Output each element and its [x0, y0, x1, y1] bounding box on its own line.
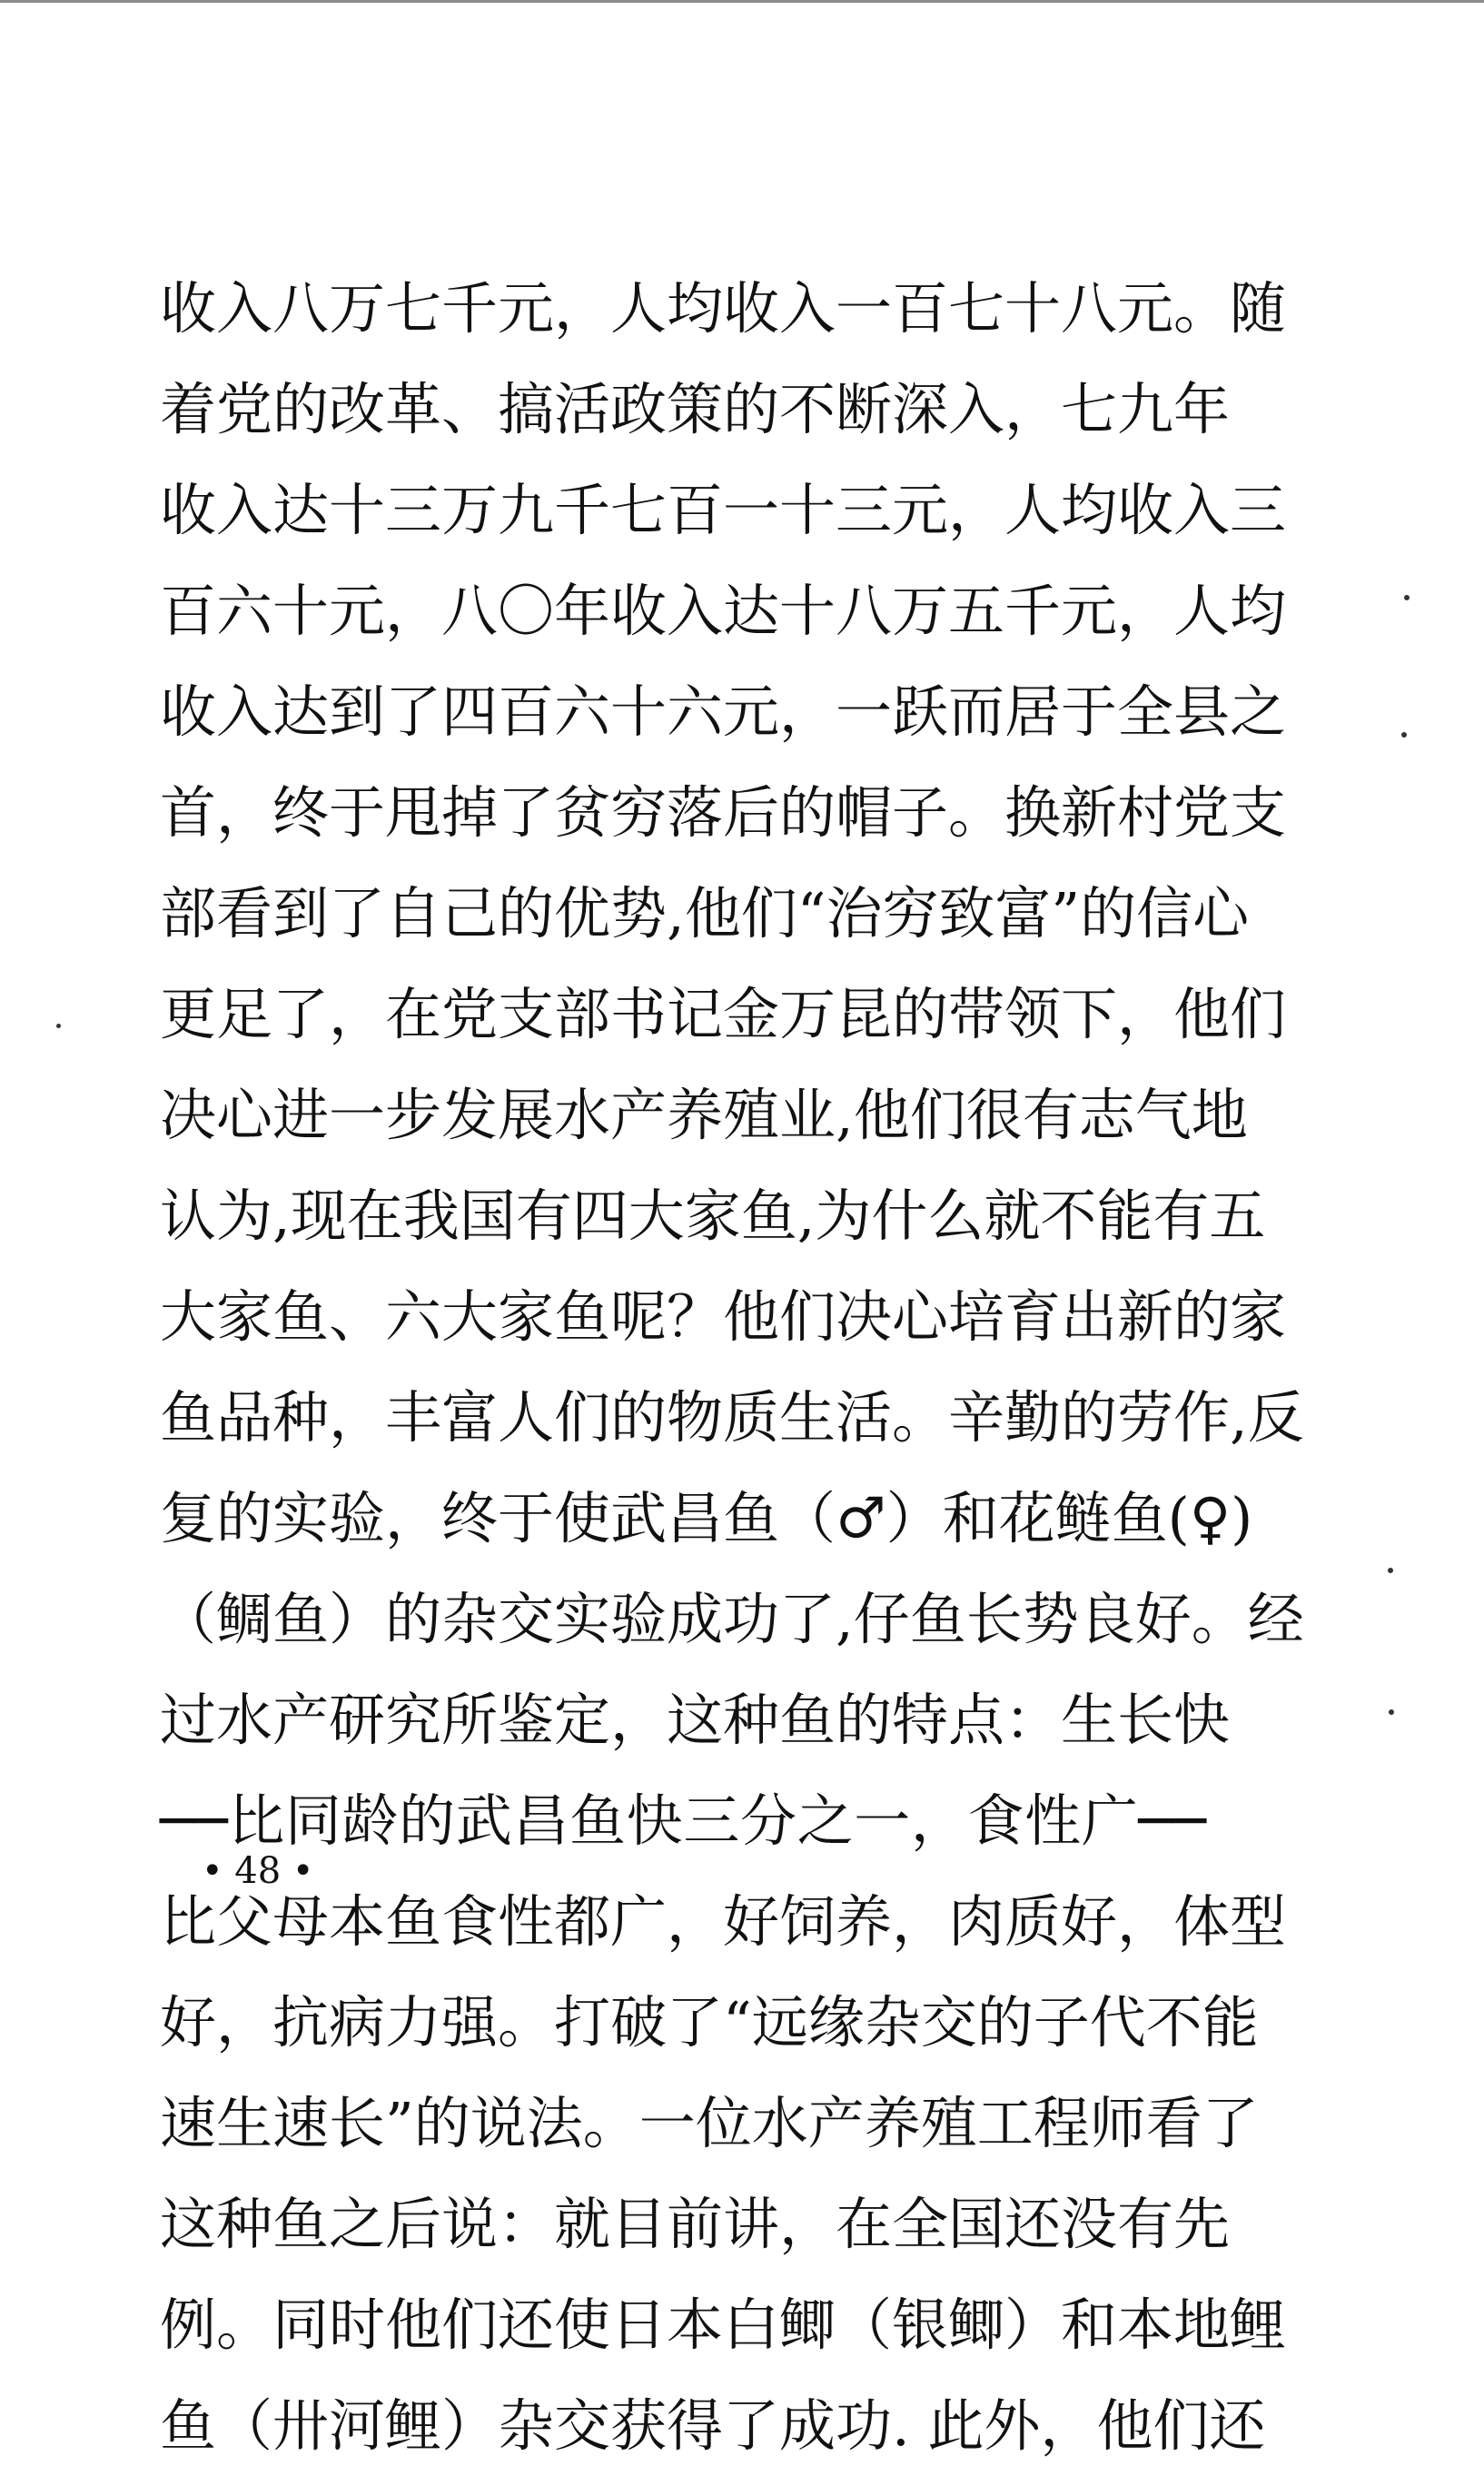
text-line-2: 着党的改革、搞活政策的不断深入，七九年 — [160, 376, 1231, 442]
scan-speck — [1388, 1568, 1393, 1573]
text-line-3: 收入达十三万九千七百一十三元，人均收入三 — [160, 477, 1287, 543]
page-body-text — [160, 258, 1304, 2476]
text-line-5: 收入达到了四百六十六元，一跃而居于全县之 — [160, 678, 1287, 745]
scan-speck — [1401, 732, 1407, 738]
top-scan-edge — [0, 0, 1484, 3]
text-line-16: ──比同龄的武昌鱼快三分之一，食性广── — [160, 1788, 1206, 1854]
scan-speck — [1389, 1709, 1394, 1715]
text-line-4: 百六十元，八〇年收入达十八万五千元，人均 — [160, 578, 1287, 644]
page-number: • 48 • — [202, 1850, 314, 1892]
text-line-14: （鲷鱼）的杂交实验成功了,仔鱼长势良好。经 — [160, 1586, 1304, 1652]
text-line-18: 好，抗病力强。打破了“远缘杂交的子代不能 — [160, 1989, 1259, 2055]
scan-speck — [56, 1024, 61, 1028]
text-line-7: 部看到了自己的优势,他们“治穷致富”的信心 — [160, 880, 1250, 946]
text-line-10: 认为,现在我国有四大家鱼,为什么就不能有五 — [160, 1183, 1266, 1249]
text-line-12: 鱼品种，丰富人们的物质生活。辛勤的劳作,反 — [160, 1384, 1304, 1451]
text-line-19: 速生速长”的说法。一位水产养殖工程师看了 — [160, 2090, 1259, 2156]
text-line-1: 收入八万七千元，人均收入一百七十八元。随 — [160, 275, 1287, 342]
text-line-11: 大家鱼、六大家鱼呢？他们决心培育出新的家 — [160, 1283, 1287, 1350]
text-line-6: 首，终于甩掉了贫穷落后的帽子。换新村党支 — [160, 779, 1287, 846]
scan-speck — [1404, 595, 1410, 600]
text-line-21: 例。同时他们还使日本白鲫（银鲫）和本地鲤 — [160, 2292, 1287, 2358]
text-line-9: 决心进一步发展水产养殖业,他们很有志气地 — [160, 1082, 1248, 1148]
text-line-8: 更足了，在党支部书记金万昆的带领下，他们 — [160, 981, 1287, 1047]
text-line-20: 这种鱼之后说：就目前讲，在全国还没有先 — [160, 2191, 1231, 2257]
text-line-17: 比父母本鱼食性都广，好饲养，肉质好，体型 — [160, 1888, 1287, 1955]
text-line-13: 复的实验，终于使武昌鱼（♂）和花鲢鱼(♀) — [160, 1485, 1253, 1551]
text-line-22: 鱼（卅河鲤）杂交获得了成功. 此外，他们还 — [160, 2392, 1266, 2459]
text-line-15: 过水产研究所鉴定，这种鱼的特点：生长快 — [160, 1687, 1231, 1753]
